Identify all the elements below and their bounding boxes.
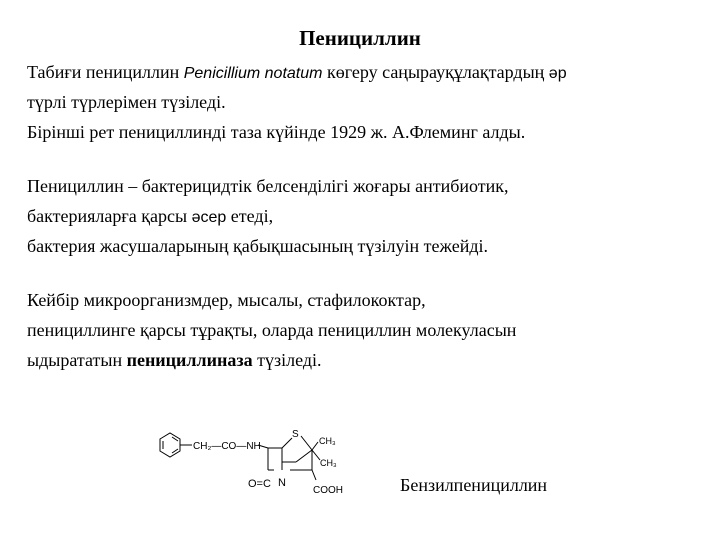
para1-line1: Табиғи пенициллин Penicillium notatum көгеру саңырауқұлақтардың әр — [27, 62, 567, 82]
methyl-bottom: CH₃ — [320, 458, 337, 468]
carbonyl-group: O=C — [248, 478, 271, 490]
benzylpenicillin-structure — [150, 418, 360, 500]
methyl-top: CH₃ — [319, 436, 336, 446]
side-chain-label: CH₂—CO—NH — [193, 441, 261, 452]
para3-line1: Кейбір микроорганизмдер, мысалы, стафилококтар, — [27, 290, 426, 310]
para1-line3: Бірінші рет пенициллинді таза күйінде 1929 ж. А.Флеминг алды. — [27, 122, 526, 142]
sulfur-atom: S — [292, 429, 299, 440]
latin-species-name: Penicillium notatum — [183, 65, 323, 82]
structure-caption: Бензилпенициллин — [400, 475, 548, 495]
carboxyl-group: COOH — [313, 485, 343, 496]
para1-line2: түрлі түрлерімен түзіледі. — [27, 92, 226, 112]
para3-line2: пенициллинге қарсы тұрақты, оларда пенициллин молекуласын — [27, 320, 517, 340]
para2-line1: Пенициллин – бактерицидтік белсенділігі жоғары антибиотик, — [27, 176, 509, 196]
enzyme-name: пенициллиназа — [126, 350, 253, 370]
structure-drawing — [150, 418, 360, 500]
para2-line3: бактерия жасушаларының қабықшасының түзілуін тежейді. — [27, 236, 488, 256]
page-title: Пенициллин — [299, 26, 421, 50]
nitrogen-atom: N — [278, 477, 286, 489]
para3-line3: ыдырататын пенициллиназа түзіледі. — [27, 350, 322, 370]
para2-line2: бактерияларға қарсы әсер етеді, — [27, 206, 274, 226]
